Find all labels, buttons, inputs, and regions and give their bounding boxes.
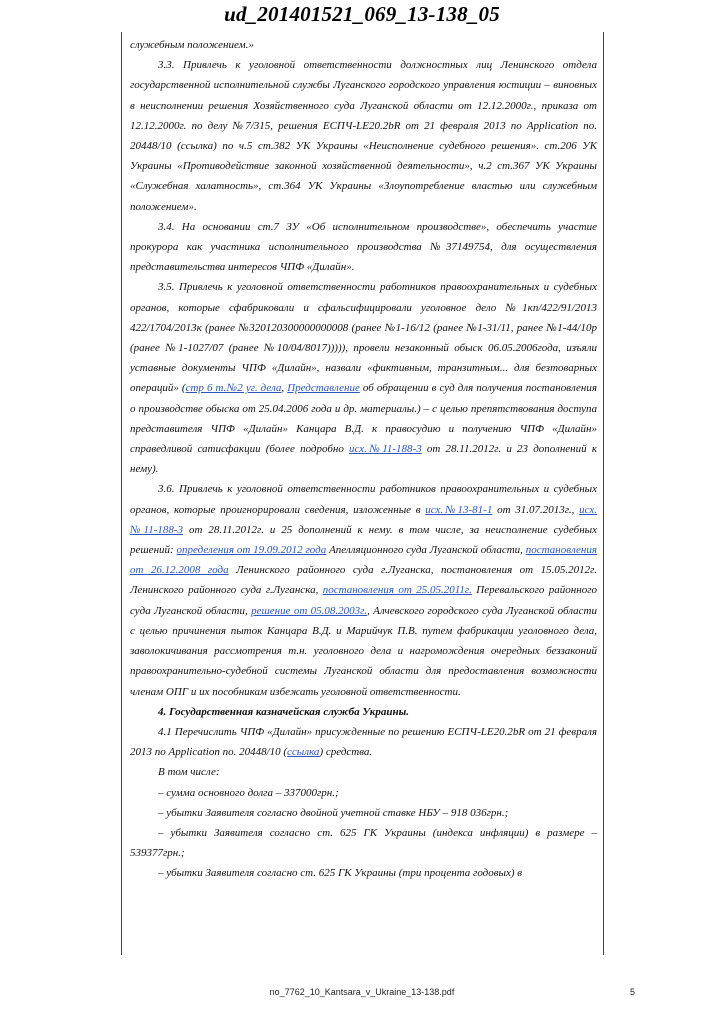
document-body xyxy=(121,32,604,955)
text-run: ) средства. xyxy=(319,746,373,759)
link-submission[interactable]: Представление xyxy=(287,382,360,395)
link-reference[interactable]: ссылка xyxy=(287,746,320,759)
paragraph-3-4: 3.4. На основании ст.7 ЗУ «Об исполнительном производстве», обеспечить участие прокурора как участника исполнительного производства №37149754, для осуществления представительства интересов ЧПФ «Дилайн». xyxy=(130,220,597,274)
text-run: Ленинского районного суда г.Луганска, постановления от 15.05.2012г. Ленинского районного суда г.Луганска, xyxy=(130,564,597,597)
list-item-nbu-rate: – убытки Заявителя согласно двойной учетной ставке НБУ – 918 036грн.; xyxy=(158,806,509,819)
footer-filename: no_7762_10_Kantsara_v_Ukraine_13-138.pdf xyxy=(269,987,455,997)
document-title: ud_201401521_069_13-138_05 xyxy=(224,2,500,26)
paragraph-3-5 xyxy=(130,277,597,479)
text-run: 3.5. Привлечь к уголовной ответственности работников правоохранительных и судебных органов, которые сфабриковали и сфальсифицировали уголовное дело №1кп/422/91/2013 422/1704/2013к (ранее №320120300000000008 (ранее №1-16/12 (ранее №1-31/11, ранее №1-44/10р (ранее №1-1027/07 (ранее №10/04/8017))))), провели незаконный обыск 06.05.2006года, изъяли уставные документы ЧПФ «Дилайн», назвали «фиктивным, транзитным... для безтоварных операций» ( xyxy=(130,281,597,395)
text-run: , Алчевского городского суда Луганской области с целью причинения пыток Канцара В.Д. и Марийчук П.В. путем фабрикации уголовного дела, заволокичивания рассмотрения т.н. уголовного дела и нагромождения очередных беззаконий правоохранительно-судебной системы Луганской области для предоставления возможности членам ОПГ и их пособникам избежать уголовной ответственности. xyxy=(130,604,598,698)
link-resolution-2008-12-26[interactable]: постановления от 26.12.2008 года xyxy=(130,544,597,577)
link-ruling-2012-09-19[interactable]: определения от 19.09.2012 года xyxy=(176,544,327,557)
link-decision-2003-08-05[interactable]: решение от 05.08.2003г. xyxy=(251,604,368,617)
paragraph-3-6 xyxy=(130,479,597,701)
link-outgoing-13-81-1[interactable]: исх.№13-81-1 xyxy=(425,503,493,516)
list-item-principal: – сумма основного долга – 337000грн.; xyxy=(158,786,339,799)
list-item-inflation: – убытки Заявителя согласно ст. 625 ГК Украины (индекса инфляции) в размере – 539377грн.; xyxy=(130,826,597,860)
list-intro: В том числе: xyxy=(158,766,220,779)
paragraph-4-1 xyxy=(130,722,597,762)
text-run: , xyxy=(281,382,288,395)
text-run: от 28.11.2012г. и 25 дополнений к нему. в том числе, за неисполнение судебных решений: xyxy=(130,523,597,557)
list-item-three-percent: – убытки Заявителя согласно ст. 625 ГК Украины (три процента годовых) в xyxy=(158,867,523,880)
section-heading-4: 4. Государственная казначейская служба Украины. xyxy=(158,705,409,718)
link-case-page[interactable]: стр 6 т.№2 уг. дела xyxy=(185,382,282,395)
page-number: 5 xyxy=(630,987,636,997)
paragraph-continuation: служебным положением.» xyxy=(130,39,254,51)
text-run: от 31.07.2013г., xyxy=(492,503,580,516)
text-run: 3.6. Привлечь к уголовной ответственности работников правоохранительных и судебных органов, которые проигнорировали сведения, изложенные в xyxy=(130,483,597,516)
link-outgoing-11-188-3[interactable]: исх.№11-188-3 xyxy=(130,503,598,536)
text-run: об обращении в суд для получения постановления о производстве обыска от 25.04.2006 года и др. материалы.) – с целью препятствования доступа представителя ЧПФ «Дилайн» Канцара В.Д. к правосудию и получению ЧПФ «Дилайн» справедливой сатисфакции (более подробно xyxy=(130,382,598,456)
text-run: 4.1 Перечислить ЧПФ «Дилайн» присужденные по решению ЕСПЧ-LE20.2bR от 21 февраля 2013 по Application no. 20448/10 ( xyxy=(130,725,597,759)
paragraph-3-3: 3.3. Привлечь к уголовной ответственности должностных лиц Ленинского отдела государственной исполнительной службы Луганского городского управления юстиции – виновных в неисполнении решения Хозяйственного суда Луганской области от 12.12.2000г., приказа от 12.12.2000г. по делу №7/315, решения ЕСПЧ-LE20.2bR от 21 февраля 2013 по Application no. 20448/10 (ссылка) по ч.5 ст.382 УК Украины «Неисполнение судебного решения». ст.206 УК Украины «Противодействие законной хозяйственной деятельности», ч.2 ст.367 УК Украины «Служебная халатность», ст.364 УК Украины «Злоупотребление властью или служебным положением». xyxy=(130,59,597,213)
link-outgoing-11-188-3[interactable]: исх.№11-188-3 xyxy=(349,443,422,456)
link-resolution-2011-05-25[interactable]: постановления от 25.05.2011г. xyxy=(322,584,472,597)
text-run: Перевальского районного суда Луганской области, xyxy=(130,584,597,617)
text-run: Апелляционного суда Луганской области, xyxy=(326,544,526,557)
text-run: от 28.11.2012г. и 23 дополнений к нему). xyxy=(130,443,597,476)
